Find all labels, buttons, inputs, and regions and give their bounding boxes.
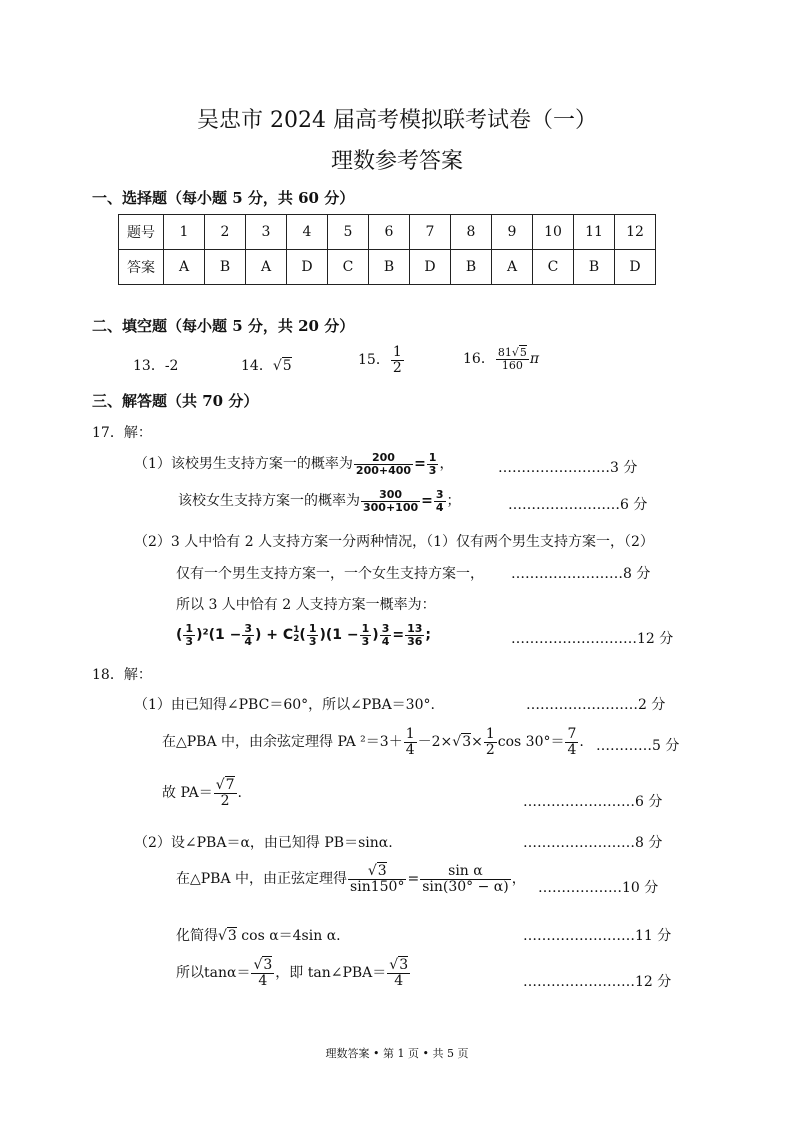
table-cell: B [369, 250, 410, 285]
fraction-denominator: 2 [392, 359, 402, 376]
table-cell: B [451, 250, 492, 285]
punctuation: ， [439, 456, 454, 473]
radicand: 3 [263, 957, 273, 973]
q17-line-2 [178, 489, 461, 513]
q18-line-6: 化简得√3 cos α＝4sin α. [176, 928, 341, 944]
section-heading-fill: 二、填空题（每小题 5 分，共 20 分） [92, 317, 355, 335]
q17-line-4: 仅有一个男生支持方案一，一个女生支持方案一， [176, 566, 484, 582]
table-cell: 11 [574, 215, 615, 250]
q18-line-4: （2）设∠PBA＝α，由已知得 PB＝sinα. [134, 835, 393, 851]
score-5: …………5 分 [596, 738, 680, 754]
fraction-denominator: 3 [308, 634, 317, 648]
fraction-denominator: 4 [435, 500, 444, 514]
fraction-numerator: 1 [405, 726, 415, 742]
table-cell: A [246, 250, 287, 285]
formula-text: cos α＝4sin α. [241, 928, 341, 944]
fraction-denominator: 2 [485, 741, 495, 758]
formula-text: ( [176, 627, 183, 644]
fraction-numerator: 1 [485, 726, 495, 742]
answer-14-label: 14． [241, 358, 273, 374]
fraction-denominator: 36 [407, 634, 423, 648]
answer-14-radicand: 5 [282, 358, 292, 374]
radicand: 3 [399, 957, 409, 973]
formula-text: cos 30°＝ [497, 734, 565, 751]
punctuation: . [237, 785, 242, 802]
formula-text: ) + C [255, 627, 294, 644]
formula-text: 所以tanα＝ [176, 965, 251, 982]
fraction-denominator: 300+100 [363, 500, 419, 514]
score-12: ………………………12 分 [511, 631, 674, 647]
answer-16-label: 16． [463, 351, 495, 368]
q18-line-2: 在△PBA 中，由余弦定理得 PA ²＝3＋ $\frac{1}{4}$ －2×√3× $\frac{1}{2}$ cos 30°＝ $\frac{7}{4}$ . [162, 726, 584, 758]
q18-line-7: 所以tanα＝ $\frac{√3}{4}$ ，即 tan∠PBA＝ $\frac{√3}{4}$ [176, 957, 409, 989]
table-cell: D [287, 250, 328, 285]
fraction-numerator: 300 [361, 489, 420, 502]
radicand: 7 [225, 777, 235, 793]
table-cell: 1 [164, 215, 205, 250]
score-12b: ……………………12 分 [523, 974, 672, 990]
table-cell: A [492, 250, 533, 285]
fraction-denominator: sin(30° − α) [422, 878, 509, 895]
score-6b: ……………………6 分 [523, 794, 663, 810]
formula-text: 化简得 [176, 928, 218, 944]
document-subtitle: 理数参考答案 [330, 149, 463, 174]
q18-line-3: 故 PA＝ $\frac{√7}{2}$ . [162, 777, 242, 809]
q18-line-1: （1）由已知得∠PBC＝60°，所以∠PBA＝30°. [134, 697, 435, 713]
table-cell: 12 [615, 215, 656, 250]
answer-15-label: 15． [358, 352, 390, 369]
fraction-numerator: 1 [392, 344, 402, 360]
subscript: 2 [293, 634, 300, 645]
answer-13: 13．-2 [133, 358, 179, 374]
punctuation: ； [446, 493, 461, 510]
fraction-numerator: 3 [381, 622, 390, 635]
score-8b: ……………………8 分 [523, 835, 663, 851]
section-heading-solve: 三、解答题（共 70 分） [92, 392, 259, 410]
table-cell: 8 [451, 215, 492, 250]
fraction-numerator: 3 [435, 488, 444, 501]
formula-text: ( [299, 627, 306, 644]
fraction-numerator: 7 [567, 726, 577, 742]
equals-sign: = [392, 627, 405, 644]
formula-text: 在△PBA 中，由正弦定理得 [176, 871, 348, 888]
table-cell: B [574, 250, 615, 285]
equals-sign: = [421, 493, 433, 510]
table-cell: D [615, 250, 656, 285]
fraction-denominator: 4 [381, 634, 390, 648]
radicand: 3 [462, 734, 472, 751]
q17-line-3: （2）3 人中恰有 2 人支持方案一分两种情况，（1）仅有两个男生支持方案一，（2） [134, 534, 654, 550]
table-cell: B [205, 250, 246, 285]
table-cell: 2 [205, 215, 246, 250]
formula-text: ，即 tan∠PBA＝ [275, 965, 387, 982]
question-18-label: 18．解： [92, 667, 152, 683]
fraction-numerator: 1 [361, 622, 370, 635]
punctuation: ， [511, 871, 526, 888]
fraction-denominator: 3 [428, 463, 437, 477]
formula-text: 在△PBA 中，由余弦定理得 PA ²＝3＋ [162, 734, 403, 751]
score-10: ………………10 分 [538, 880, 659, 896]
q17-line-1 [134, 452, 453, 476]
fraction-numerator: 1 [185, 622, 194, 635]
formula-text: －2× [417, 734, 453, 751]
fraction-numerator: 3 [244, 622, 252, 635]
formula-text: 故 PA＝ [162, 785, 213, 802]
table-row-answers [119, 250, 656, 285]
table-cell: 5 [328, 215, 369, 250]
formula-text: )²(1 − [196, 627, 242, 644]
table-header-cell: 题号 [119, 215, 164, 250]
fraction-denominator: 4 [394, 972, 404, 989]
fraction-numerator: 200 [354, 452, 413, 465]
fraction-denominator: 3 [361, 634, 370, 648]
table-header-cell: 答案 [119, 250, 164, 285]
fraction-numerator: 1 [428, 451, 437, 464]
table-cell: 3 [246, 215, 287, 250]
document-title: 吴忠市 2024 届高考模拟联考试卷（一） [197, 108, 597, 133]
equals-sign: = [414, 456, 426, 473]
table-cell: 10 [533, 215, 574, 250]
q17-line-1-text: （1）该校男生支持方案一的概率为 [134, 456, 353, 473]
table-cell: C [533, 250, 574, 285]
fraction-denominator: 2 [220, 792, 230, 809]
table-cell: C [328, 250, 369, 285]
table-cell: 9 [492, 215, 533, 250]
fraction-denominator: 4 [258, 972, 268, 989]
score-11: ……………………11 分 [523, 928, 672, 944]
pi-symbol: π [529, 351, 540, 368]
score-2: ……………………2 分 [526, 697, 666, 713]
table-row-numbers [119, 215, 656, 250]
q18-line-5: 在△PBA 中，由正弦定理得 $\frac{√3}{\sin 150^\circ}$ = $\frac{\text{sin α}}{\sin(30^\circ - \alpha)}$ ， [176, 863, 526, 895]
formula-text: )(1 − [319, 627, 359, 644]
score-6: ……………………6 分 [508, 497, 648, 513]
q17-line-5: 所以 3 人中恰有 2 人支持方案一概率为： [176, 597, 436, 613]
formula-text: × [471, 734, 483, 751]
q17-line-6-formula [176, 623, 431, 647]
fraction-denominator: 4 [405, 741, 415, 758]
question-17-label: 17．解： [92, 425, 152, 441]
table-cell: 7 [410, 215, 451, 250]
fraction-denominator: 4 [244, 634, 252, 648]
table-cell: 6 [369, 215, 410, 250]
answer-15 [358, 345, 405, 375]
superscript: 1 [293, 625, 300, 636]
fraction-denominator: 3 [185, 634, 194, 648]
fraction-numerator: 81 [497, 346, 512, 359]
answer-16: 16． $\frac{81√5}{160}$ π [463, 346, 540, 372]
radicand: 3 [377, 863, 387, 879]
score-3: ……………………3 分 [498, 460, 638, 476]
radicand: 3 [227, 928, 237, 944]
answer-table [118, 214, 656, 285]
q17-line-2-text: 该校女生支持方案一的概率为 [178, 493, 360, 510]
fraction-denominator: 200+400 [355, 463, 412, 477]
table-cell: A [164, 250, 205, 285]
table-cell: D [410, 250, 451, 285]
score-8: ……………………8 分 [511, 566, 651, 582]
equals-sign: = [407, 871, 420, 888]
answer-14: 14．√5 [241, 358, 292, 374]
section-heading-choice: 一、选择题（每小题 5 分，共 60 分） [92, 189, 355, 207]
radicand: 5 [519, 346, 527, 359]
fraction-numerator: 13 [407, 622, 423, 635]
fraction-numerator: sin α [420, 864, 511, 880]
fraction-denominator: 160 [501, 358, 523, 372]
fraction-denominator: sin150° [350, 878, 405, 895]
punctuation: ; [425, 627, 432, 644]
table-cell: 4 [287, 215, 328, 250]
page-footer: 理数答案 • 第 1 页 • 共 5 页 [325, 1047, 469, 1060]
fraction-numerator: 1 [308, 622, 317, 635]
fraction-denominator: 4 [567, 741, 577, 758]
punctuation: . [579, 734, 584, 751]
formula-text: ) [372, 627, 379, 644]
